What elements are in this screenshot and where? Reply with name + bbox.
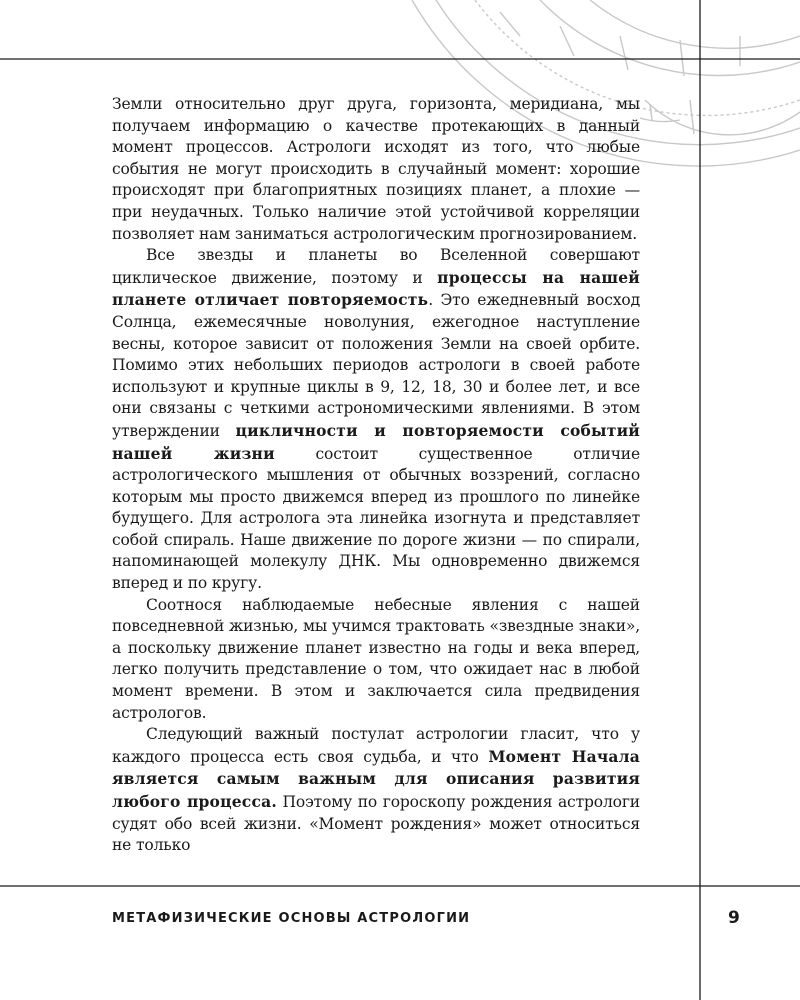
paragraph-4-bold-1: Момент Начала является самым важным для описания развития любого процесса. (112, 746, 640, 811)
paragraph-2 (112, 245, 640, 595)
body-text (112, 94, 640, 857)
paragraph-3 (112, 595, 640, 725)
paragraph-4 (112, 724, 640, 857)
paragraph-2-text-1: Все звезды и планеты во Вселенной совершают циклическое движение, поэтому и (112, 246, 640, 287)
paragraph-4-text-2: Поэтому по гороскопу рождения астрологи судят обо всей жизни. «Момент рождения» может относиться не только (112, 793, 640, 855)
page-number: 9 (728, 908, 740, 928)
paragraph-4-text-1: Следующий важный постулат астрологии гласит, что у каждого процесса есть своя судьба, и что (112, 725, 640, 766)
running-footer-title: МЕТАФИЗИЧЕСКИЕ ОСНОВЫ АСТРОЛОГИИ (112, 911, 471, 926)
paragraph-1 (112, 94, 640, 245)
paragraph-2-bold-1: процессы на нашей планете отличает повторяемость (112, 267, 641, 310)
paragraph-2-bold-2: цикличности и повторяемости событий нашей жизни (112, 420, 640, 463)
paragraph-2-text-2: . Это ежедневный восход Солнца, ежемесячные новолуния, ежегодное наступление весны, которое зависит от положения Земли на своей орбите. Помимо этих небольших периодов астрологи в своей работе используют и крупные циклы в 9, 12, 18, 30 и более лет, и все они связаны с четкими астрономическими явлениями. В этом утверждении (112, 291, 640, 440)
paragraph-2-text-3: состоит существенное отличие астрологического мышления от обычных воззрений, согласно которым мы просто движемся вперед из прошлого по линейке будущего. Для астролога эта линейка изогнута и представляет собой спираль. Наше движение по дороге жизни — по спирали, напоминающей молекулу ДНК. Мы одновременно движемся вперед и по кругу. (112, 444, 640, 593)
paragraph-1-text: Земли относительно друг друга, горизонта, меридиана, мы получаем информацию о качестве протекающих в данный момент процессов. Астрологи исходят из того, что любые события не могут происходить в случайный момент: хорошие происходят при благоприятных позициях планет, а плохие — при неудачных. Только наличие этой устойчивой корреляции позволяет нам заниматься астрологическим прогнозированием. (112, 95, 640, 243)
paragraph-3-text: Соотнося наблюдаемые небесные явления с нашей повседневной жизнью, мы учимся трактовать «звездные знаки», а поскольку движение планет известно на годы и века вперед, легко получить представление о том, что ожидает нас в любой момент времени. В этом и заключается сила предвидения астрологов. (112, 595, 641, 722)
